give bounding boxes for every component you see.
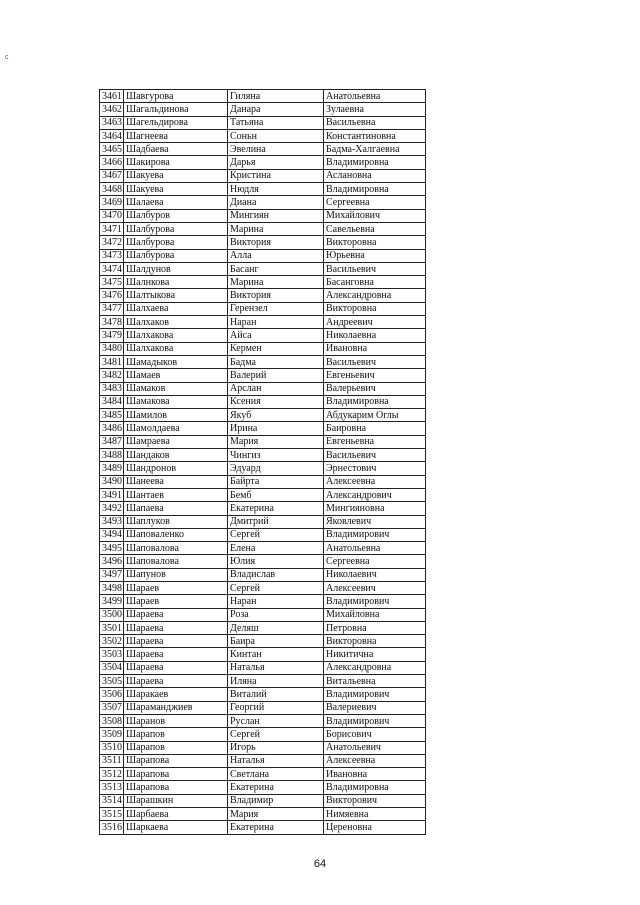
patronymic-cell: Мингияновна bbox=[324, 502, 426, 515]
row-number: 3486 bbox=[100, 422, 124, 435]
row-number: 3464 bbox=[100, 129, 124, 142]
first-name-cell: Ирина bbox=[228, 422, 324, 435]
table-row bbox=[100, 488, 426, 501]
table-row bbox=[100, 528, 426, 541]
row-number: 3475 bbox=[100, 276, 124, 289]
first-name-cell: Виктория bbox=[228, 236, 324, 249]
patronymic-cell: Анатольевич bbox=[324, 741, 426, 754]
surname-cell: Шараев bbox=[124, 595, 228, 608]
first-name-cell: Дарья bbox=[228, 156, 324, 169]
table-row bbox=[100, 821, 426, 834]
first-name-cell: Эдуард bbox=[228, 462, 324, 475]
patronymic-cell: Владимировна bbox=[324, 156, 426, 169]
patronymic-cell: Викторовна bbox=[324, 236, 426, 249]
first-name-cell: Диана bbox=[228, 196, 324, 209]
row-number: 3466 bbox=[100, 156, 124, 169]
first-name-cell: Кермен bbox=[228, 342, 324, 355]
patronymic-cell: Николаевна bbox=[324, 329, 426, 342]
surname-cell: Шарапова bbox=[124, 754, 228, 767]
patronymic-cell: Ивановна bbox=[324, 768, 426, 781]
surname-cell: Шаракаев bbox=[124, 688, 228, 701]
row-number: 3473 bbox=[100, 249, 124, 262]
first-name-cell: Екатерина bbox=[228, 502, 324, 515]
row-number: 3509 bbox=[100, 728, 124, 741]
row-number: 3470 bbox=[100, 209, 124, 222]
first-name-cell: Чингиз bbox=[228, 449, 324, 462]
patronymic-cell: Васильевич bbox=[324, 355, 426, 368]
surname-cell: Шалбурова bbox=[124, 222, 228, 235]
patronymic-cell: Аслановна bbox=[324, 169, 426, 182]
table-row bbox=[100, 395, 426, 408]
surname-cell: Шаповалова bbox=[124, 555, 228, 568]
row-number: 3510 bbox=[100, 741, 124, 754]
first-name-cell: Наталья bbox=[228, 754, 324, 767]
first-name-cell: Елена bbox=[228, 542, 324, 555]
table-row bbox=[100, 781, 426, 794]
row-number: 3479 bbox=[100, 329, 124, 342]
row-number: 3514 bbox=[100, 794, 124, 807]
row-number: 3476 bbox=[100, 289, 124, 302]
row-number: 3498 bbox=[100, 581, 124, 594]
surname-cell: Шаранов bbox=[124, 714, 228, 727]
patronymic-cell: Викторовна bbox=[324, 635, 426, 648]
first-name-cell: Кристина bbox=[228, 169, 324, 182]
surname-cell: Шаплуков bbox=[124, 515, 228, 528]
first-name-cell: Георгий bbox=[228, 701, 324, 714]
first-name-cell: Светлана bbox=[228, 768, 324, 781]
table-row bbox=[100, 768, 426, 781]
surname-cell: Шалдунов bbox=[124, 262, 228, 275]
row-number: 3471 bbox=[100, 222, 124, 235]
patronymic-cell: Сергеевна bbox=[324, 555, 426, 568]
first-name-cell: Айса bbox=[228, 329, 324, 342]
patronymic-cell: Михайлович bbox=[324, 209, 426, 222]
surname-cell: Шандронов bbox=[124, 462, 228, 475]
table-row bbox=[100, 648, 426, 661]
patronymic-cell: Анатольевна bbox=[324, 90, 426, 103]
surname-cell: Шапаева bbox=[124, 502, 228, 515]
patronymic-cell: Басанговна bbox=[324, 276, 426, 289]
first-name-cell: Бадма bbox=[228, 355, 324, 368]
table-row bbox=[100, 382, 426, 395]
table-row bbox=[100, 196, 426, 209]
table-row bbox=[100, 794, 426, 807]
table-row bbox=[100, 369, 426, 382]
patronymic-cell: Борисович bbox=[324, 728, 426, 741]
table-row bbox=[100, 661, 426, 674]
table-row bbox=[100, 276, 426, 289]
surname-cell: Шакуева bbox=[124, 183, 228, 196]
table-row bbox=[100, 568, 426, 581]
table-row bbox=[100, 475, 426, 488]
surname-cell: Шавгурова bbox=[124, 90, 228, 103]
row-number: 3465 bbox=[100, 143, 124, 156]
table-row bbox=[100, 675, 426, 688]
row-number: 3483 bbox=[100, 382, 124, 395]
row-number: 3515 bbox=[100, 808, 124, 821]
row-number: 3474 bbox=[100, 262, 124, 275]
row-number: 3469 bbox=[100, 196, 124, 209]
surname-cell: Шарапов bbox=[124, 741, 228, 754]
patronymic-cell: Зулаевна bbox=[324, 103, 426, 116]
row-number: 3472 bbox=[100, 236, 124, 249]
surname-cell: Шарапова bbox=[124, 768, 228, 781]
surname-cell: Шаповалова bbox=[124, 542, 228, 555]
table-row bbox=[100, 714, 426, 727]
table-row bbox=[100, 129, 426, 142]
table-row bbox=[100, 435, 426, 448]
table-row bbox=[100, 169, 426, 182]
table-row bbox=[100, 741, 426, 754]
row-number: 3512 bbox=[100, 768, 124, 781]
surname-cell: Шарашкин bbox=[124, 794, 228, 807]
first-name-cell: Мария bbox=[228, 808, 324, 821]
patronymic-cell: Алексеевна bbox=[324, 754, 426, 767]
first-name-cell: Юлия bbox=[228, 555, 324, 568]
table-row bbox=[100, 449, 426, 462]
table-row bbox=[100, 156, 426, 169]
patronymic-cell: Михайловна bbox=[324, 608, 426, 621]
row-number: 3490 bbox=[100, 475, 124, 488]
table-row bbox=[100, 209, 426, 222]
row-number: 3504 bbox=[100, 661, 124, 674]
patronymic-cell: Алексеевич bbox=[324, 581, 426, 594]
first-name-cell: Эвелина bbox=[228, 143, 324, 156]
first-name-cell: Марина bbox=[228, 276, 324, 289]
patronymic-cell: Васильевич bbox=[324, 449, 426, 462]
table-row bbox=[100, 222, 426, 235]
patronymic-cell: Владимировна bbox=[324, 395, 426, 408]
surname-cell: Шарбаева bbox=[124, 808, 228, 821]
row-number: 3503 bbox=[100, 648, 124, 661]
patronymic-cell: Васильевич bbox=[324, 262, 426, 275]
first-name-cell: Арслан bbox=[228, 382, 324, 395]
table-row bbox=[100, 635, 426, 648]
surname-cell: Шараманджиев bbox=[124, 701, 228, 714]
row-number: 3477 bbox=[100, 302, 124, 315]
first-name-cell: Мария bbox=[228, 435, 324, 448]
surname-cell: Шалнкова bbox=[124, 276, 228, 289]
row-number: 3478 bbox=[100, 316, 124, 329]
table-row bbox=[100, 90, 426, 103]
patronymic-cell: Владимировна bbox=[324, 781, 426, 794]
table-row bbox=[100, 754, 426, 767]
first-name-cell: Наталья bbox=[228, 661, 324, 674]
table-row bbox=[100, 262, 426, 275]
surname-cell: Шамаков bbox=[124, 382, 228, 395]
surname-cell: Шараева bbox=[124, 661, 228, 674]
patronymic-cell: Владимирович bbox=[324, 688, 426, 701]
first-name-cell: Байрта bbox=[228, 475, 324, 488]
first-name-cell: Соньн bbox=[228, 129, 324, 142]
patronymic-cell: Викторович bbox=[324, 794, 426, 807]
patronymic-cell: Сергеевна bbox=[324, 196, 426, 209]
patronymic-cell: Цереновна bbox=[324, 821, 426, 834]
row-number: 3495 bbox=[100, 542, 124, 555]
table-row bbox=[100, 302, 426, 315]
row-number: 3481 bbox=[100, 355, 124, 368]
row-number: 3484 bbox=[100, 395, 124, 408]
first-name-cell: Кинтан bbox=[228, 648, 324, 661]
patronymic-cell: Евгеньевна bbox=[324, 435, 426, 448]
table-row bbox=[100, 808, 426, 821]
row-number: 3461 bbox=[100, 90, 124, 103]
stray-mark: c bbox=[5, 54, 9, 61]
row-number: 3482 bbox=[100, 369, 124, 382]
table-row bbox=[100, 409, 426, 422]
first-name-cell: Сергей bbox=[228, 581, 324, 594]
table-row bbox=[100, 116, 426, 129]
table-row bbox=[100, 701, 426, 714]
patronymic-cell: Викторовна bbox=[324, 302, 426, 315]
first-name-cell: Наран bbox=[228, 595, 324, 608]
table-row bbox=[100, 103, 426, 116]
surname-cell: Шантаев bbox=[124, 488, 228, 501]
patronymic-cell: Абдукарим Оглы bbox=[324, 409, 426, 422]
surname-cell: Шараева bbox=[124, 635, 228, 648]
surname-cell: Шандаков bbox=[124, 449, 228, 462]
surname-cell: Шаркаева bbox=[124, 821, 228, 834]
patronymic-cell: Алексеевна bbox=[324, 475, 426, 488]
patronymic-cell: Эрнестович bbox=[324, 462, 426, 475]
first-name-cell: Бемб bbox=[228, 488, 324, 501]
patronymic-cell: Баировна bbox=[324, 422, 426, 435]
patronymic-cell: Петровна bbox=[324, 621, 426, 634]
row-number: 3462 bbox=[100, 103, 124, 116]
surname-cell: Шараева bbox=[124, 608, 228, 621]
row-number: 3516 bbox=[100, 821, 124, 834]
first-name-cell: Екатерина bbox=[228, 781, 324, 794]
first-name-cell: Иляна bbox=[228, 675, 324, 688]
patronymic-cell: Васильевна bbox=[324, 116, 426, 129]
table-row bbox=[100, 289, 426, 302]
row-number: 3467 bbox=[100, 169, 124, 182]
patronymic-cell: Яковлевич bbox=[324, 515, 426, 528]
table-row bbox=[100, 688, 426, 701]
surname-cell: Шаповаленко bbox=[124, 528, 228, 541]
patronymic-cell: Юрьевна bbox=[324, 249, 426, 262]
first-name-cell: Сергей bbox=[228, 528, 324, 541]
surname-cell: Шалаева bbox=[124, 196, 228, 209]
first-name-cell: Ксения bbox=[228, 395, 324, 408]
row-number: 3463 bbox=[100, 116, 124, 129]
patronymic-cell: Валериевич bbox=[324, 701, 426, 714]
table-row bbox=[100, 581, 426, 594]
surname-cell: Шалбурова bbox=[124, 249, 228, 262]
row-number: 3468 bbox=[100, 183, 124, 196]
surname-cell: Шараев bbox=[124, 581, 228, 594]
row-number: 3480 bbox=[100, 342, 124, 355]
first-name-cell: Екатерина bbox=[228, 821, 324, 834]
table-row bbox=[100, 355, 426, 368]
table-row bbox=[100, 462, 426, 475]
first-name-cell: Нюдля bbox=[228, 183, 324, 196]
table-row bbox=[100, 342, 426, 355]
surname-cell: Шамраева bbox=[124, 435, 228, 448]
patronymic-cell: Владимирович bbox=[324, 714, 426, 727]
first-name-cell: Руслан bbox=[228, 714, 324, 727]
row-number: 3506 bbox=[100, 688, 124, 701]
table-row bbox=[100, 515, 426, 528]
surname-cell: Шалхаева bbox=[124, 302, 228, 315]
surname-cell: Шакирова bbox=[124, 156, 228, 169]
surname-cell: Шапунов bbox=[124, 568, 228, 581]
patronymic-cell: Нимяевна bbox=[324, 808, 426, 821]
table-row bbox=[100, 422, 426, 435]
first-name-cell: Виталий bbox=[228, 688, 324, 701]
surname-cell: Шалтыкова bbox=[124, 289, 228, 302]
first-name-cell: Валерий bbox=[228, 369, 324, 382]
patronymic-cell: Владимирович bbox=[324, 528, 426, 541]
patronymic-cell: Евгеньевич bbox=[324, 369, 426, 382]
surname-cell: Шадбаева bbox=[124, 143, 228, 156]
first-name-cell: Данара bbox=[228, 103, 324, 116]
surname-cell: Шалхакова bbox=[124, 342, 228, 355]
first-name-cell: Владимир bbox=[228, 794, 324, 807]
surname-cell: Шарапов bbox=[124, 728, 228, 741]
table-row bbox=[100, 183, 426, 196]
roster-body bbox=[100, 90, 426, 835]
table-row bbox=[100, 621, 426, 634]
surname-cell: Шамилов bbox=[124, 409, 228, 422]
row-number: 3513 bbox=[100, 781, 124, 794]
table-row bbox=[100, 542, 426, 555]
row-number: 3497 bbox=[100, 568, 124, 581]
patronymic-cell: Савельевна bbox=[324, 222, 426, 235]
surname-cell: Шараева bbox=[124, 675, 228, 688]
first-name-cell: Герензел bbox=[228, 302, 324, 315]
surname-cell: Шамолдаева bbox=[124, 422, 228, 435]
row-number: 3511 bbox=[100, 754, 124, 767]
table-row bbox=[100, 143, 426, 156]
row-number: 3494 bbox=[100, 528, 124, 541]
patronymic-cell: Александрович bbox=[324, 488, 426, 501]
table-row bbox=[100, 608, 426, 621]
patronymic-cell: Владимировна bbox=[324, 183, 426, 196]
first-name-cell: Владислав bbox=[228, 568, 324, 581]
row-number: 3485 bbox=[100, 409, 124, 422]
row-number: 3507 bbox=[100, 701, 124, 714]
patronymic-cell: Ивановна bbox=[324, 342, 426, 355]
table-row bbox=[100, 316, 426, 329]
surname-cell: Шараева bbox=[124, 648, 228, 661]
table-row bbox=[100, 595, 426, 608]
first-name-cell: Якуб bbox=[228, 409, 324, 422]
first-name-cell: Гиляна bbox=[228, 90, 324, 103]
row-number: 3501 bbox=[100, 621, 124, 634]
patronymic-cell: Валерьевич bbox=[324, 382, 426, 395]
first-name-cell: Деляш bbox=[228, 621, 324, 634]
surname-cell: Шагальдинова bbox=[124, 103, 228, 116]
row-number: 3496 bbox=[100, 555, 124, 568]
first-name-cell: Баира bbox=[228, 635, 324, 648]
surname-cell: Шалбурова bbox=[124, 236, 228, 249]
first-name-cell: Татьяна bbox=[228, 116, 324, 129]
page-number: 64 bbox=[313, 858, 327, 870]
surname-cell: Шараева bbox=[124, 621, 228, 634]
roster-table bbox=[99, 89, 426, 835]
first-name-cell: Алла bbox=[228, 249, 324, 262]
row-number: 3499 bbox=[100, 595, 124, 608]
surname-cell: Шамаев bbox=[124, 369, 228, 382]
row-number: 3493 bbox=[100, 515, 124, 528]
surname-cell: Шалхакова bbox=[124, 329, 228, 342]
row-number: 3492 bbox=[100, 502, 124, 515]
patronymic-cell: Николаевич bbox=[324, 568, 426, 581]
patronymic-cell: Никитична bbox=[324, 648, 426, 661]
table-row bbox=[100, 728, 426, 741]
row-number: 3488 bbox=[100, 449, 124, 462]
table-row bbox=[100, 329, 426, 342]
first-name-cell: Наран bbox=[228, 316, 324, 329]
row-number: 3487 bbox=[100, 435, 124, 448]
row-number: 3491 bbox=[100, 488, 124, 501]
surname-cell: Шамакова bbox=[124, 395, 228, 408]
table-row bbox=[100, 249, 426, 262]
surname-cell: Шагельдирова bbox=[124, 116, 228, 129]
first-name-cell: Басанг bbox=[228, 262, 324, 275]
patronymic-cell: Константиновна bbox=[324, 129, 426, 142]
first-name-cell: Марина bbox=[228, 222, 324, 235]
row-number: 3500 bbox=[100, 608, 124, 621]
first-name-cell: Виктория bbox=[228, 289, 324, 302]
patronymic-cell: Витальевна bbox=[324, 675, 426, 688]
surname-cell: Шанеева bbox=[124, 475, 228, 488]
first-name-cell: Дмитрий bbox=[228, 515, 324, 528]
patronymic-cell: Анатольевна bbox=[324, 542, 426, 555]
table-row bbox=[100, 502, 426, 515]
surname-cell: Шалхаков bbox=[124, 316, 228, 329]
row-number: 3489 bbox=[100, 462, 124, 475]
first-name-cell: Мингиян bbox=[228, 209, 324, 222]
first-name-cell: Сергей bbox=[228, 728, 324, 741]
row-number: 3502 bbox=[100, 635, 124, 648]
patronymic-cell: Александровна bbox=[324, 661, 426, 674]
row-number: 3508 bbox=[100, 714, 124, 727]
surname-cell: Шарапова bbox=[124, 781, 228, 794]
patronymic-cell: Александровна bbox=[324, 289, 426, 302]
surname-cell: Шакуева bbox=[124, 169, 228, 182]
surname-cell: Шалбуров bbox=[124, 209, 228, 222]
patronymic-cell: Владимирович bbox=[324, 595, 426, 608]
table-row bbox=[100, 236, 426, 249]
row-number: 3505 bbox=[100, 675, 124, 688]
table-row bbox=[100, 555, 426, 568]
patronymic-cell: Бадма-Халгаевна bbox=[324, 143, 426, 156]
surname-cell: Шамадыков bbox=[124, 355, 228, 368]
surname-cell: Шагнеева bbox=[124, 129, 228, 142]
first-name-cell: Роза bbox=[228, 608, 324, 621]
first-name-cell: Игорь bbox=[228, 741, 324, 754]
patronymic-cell: Андреевич bbox=[324, 316, 426, 329]
